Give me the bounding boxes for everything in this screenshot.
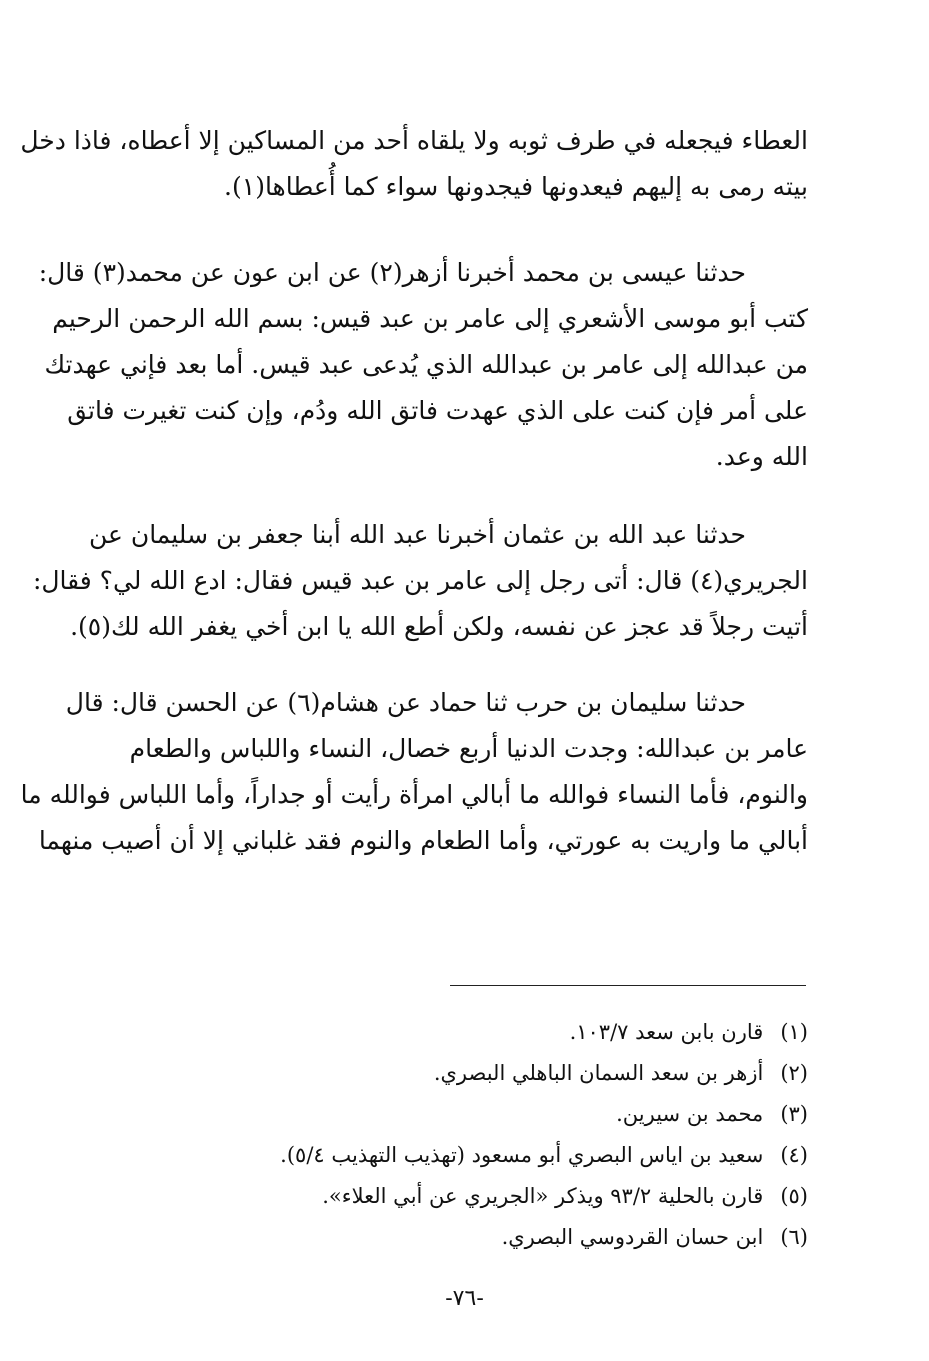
footnote-number: (٣) xyxy=(780,1102,808,1126)
footnote-text: محمد بن سيرين. xyxy=(616,1102,764,1126)
paragraph-line: على أمر فإن كنت على الذي عهدت فاتق الله ودُم، وإن كنت تغيرت فاتق xyxy=(67,396,808,425)
footnote-number: (٢) xyxy=(780,1061,808,1085)
footnote-text: ابن حسان القردوسي البصري. xyxy=(501,1225,764,1249)
paragraph-line: العطاء فيجعله في طرف ثوبه ولا يلقاه أحد من المساكين إلا أعطاه، فاذا دخل xyxy=(20,126,808,155)
footnote-number: (٤) xyxy=(780,1143,808,1167)
footnote-item xyxy=(200,1135,808,1176)
footnote-item xyxy=(200,1217,808,1258)
paragraph-4 xyxy=(20,680,808,864)
footnote-text: قارن بابن سعد ١٠٣/٧. xyxy=(569,1020,764,1044)
paragraph-2 xyxy=(38,250,808,480)
paragraph-line: من عبدالله إلى عامر بن عبدالله الذي يُدعى عبد قيس. أما بعد فإني عهدتك xyxy=(44,350,808,379)
footnote-item xyxy=(200,1053,808,1094)
paragraph-line: أبالي ما واريت به عورتي، وأما الطعام والنوم فقد غلباني إلا أن أصيب منهما xyxy=(38,826,808,855)
footnote-number: (١) xyxy=(780,1020,808,1044)
paragraph-3 xyxy=(32,512,808,650)
footnote-item xyxy=(200,1012,808,1053)
footnote-divider xyxy=(450,985,806,986)
paragraph-line: الجريري(٤) قال: أتى رجل إلى عامر بن عبد قيس فقال: ادع الله لي؟ فقال: xyxy=(32,566,808,595)
footnote-item xyxy=(200,1094,808,1135)
paragraph-1 xyxy=(20,118,808,210)
paragraph-line: والنوم، فأما النساء فوالله ما أبالي امرأة رأيت أو جداراً، وأما اللباس فوالله ما xyxy=(20,780,808,809)
paragraph-line: كتب أبو موسى الأشعري إلى عامر بن عبد قيس: بسم الله الرحمن الرحيم xyxy=(52,304,808,333)
paragraph-line: عامر بن عبدالله: وجدت الدنيا أربع خصال، النساء واللباس والطعام xyxy=(129,734,808,763)
paragraph-line: حدثنا سليمان بن حرب ثنا حماد عن هشام(٦) عن الحسن قال: قال xyxy=(65,688,746,717)
paragraph-line: أتيت رجلاً قد عجز عن نفسه، ولكن أطع الله يا ابن أخي يغفر الله لك(٥). xyxy=(70,612,808,641)
paragraph-line: الله وعد. xyxy=(715,442,808,471)
paragraph-line: حدثنا عيسى بن محمد أخبرنا أزهر(٢) عن ابن عون عن محمد(٣) قال: xyxy=(38,258,746,287)
page-number: -٧٦- xyxy=(445,1286,484,1311)
footnote-list xyxy=(200,1012,808,1258)
footnote-text: قارن بالحلية ٩٣/٢ ويذكر «الجريري عن أبي العلاء». xyxy=(322,1184,764,1208)
footnote-number: (٦) xyxy=(780,1225,808,1249)
footnote-item xyxy=(200,1176,808,1217)
footnote-number: (٥) xyxy=(780,1184,808,1208)
footnote-text: أزهر بن سعد السمان الباهلي البصري. xyxy=(433,1061,764,1085)
paragraph-line: بيته رمى به إليهم فيعدونها فيجدونها سواء كما أُعطاها(١). xyxy=(224,172,808,201)
footnote-text: سعيد بن اياس البصري أبو مسعود (تهذيب التهذيب ٥/٤). xyxy=(280,1143,764,1167)
paragraph-line: حدثنا عبد الله بن عثمان أخبرنا عبد الله أبنا جعفر بن سليمان عن xyxy=(88,520,746,549)
